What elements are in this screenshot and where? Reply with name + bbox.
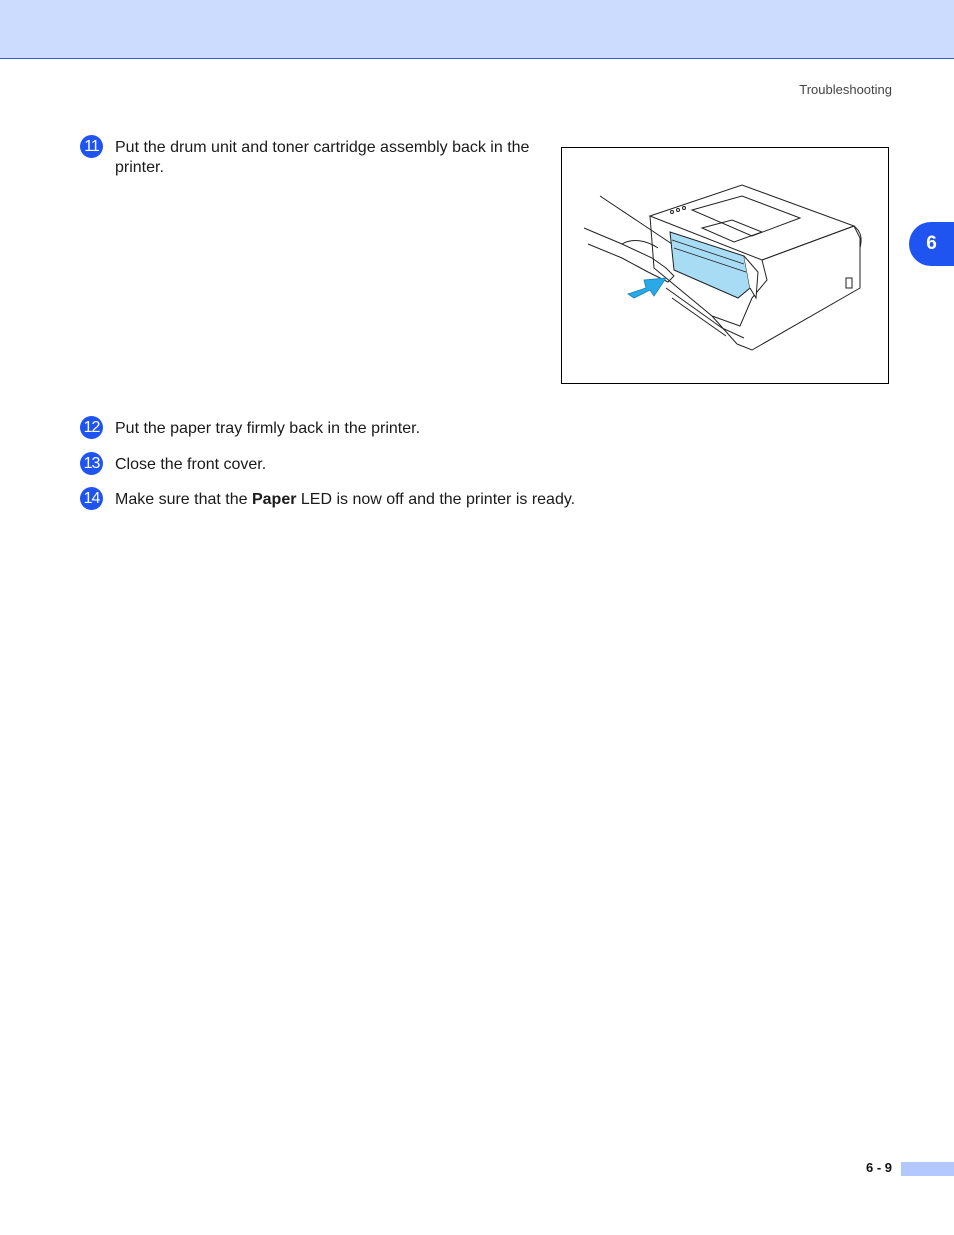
step-number-badge: 12 xyxy=(80,416,103,439)
step-text-before: Make sure that the xyxy=(115,491,252,508)
step-text: Put the drum unit and toner cartridge assembly back in the printer. xyxy=(115,139,530,176)
step-text: Put the paper tray firmly back in the printer. xyxy=(115,420,421,437)
step-number-badge: 14 xyxy=(80,487,103,510)
page-number: 6 - 9 xyxy=(865,1160,892,1175)
printer-drawing xyxy=(562,148,888,383)
chapter-tab[interactable] xyxy=(909,222,954,266)
chapter-number: 6 xyxy=(926,233,937,254)
step-number-badge: 13 xyxy=(80,452,103,475)
step-13 xyxy=(80,455,266,475)
step-number-badge: 11 xyxy=(80,135,103,158)
step-text: Close the front cover. xyxy=(115,456,267,473)
step-11 xyxy=(80,138,545,178)
paper-led-label: Paper xyxy=(251,491,297,508)
printer-illustration xyxy=(561,147,889,384)
step-14 xyxy=(80,490,575,510)
step-12 xyxy=(80,419,420,439)
push-arrow-icon xyxy=(628,278,666,298)
header-band xyxy=(0,0,954,59)
step-text xyxy=(115,490,575,510)
step-text-after: LED is now off and the printer is ready. xyxy=(296,491,576,508)
footer-bar xyxy=(901,1162,954,1176)
running-head: Troubleshooting xyxy=(799,82,892,97)
